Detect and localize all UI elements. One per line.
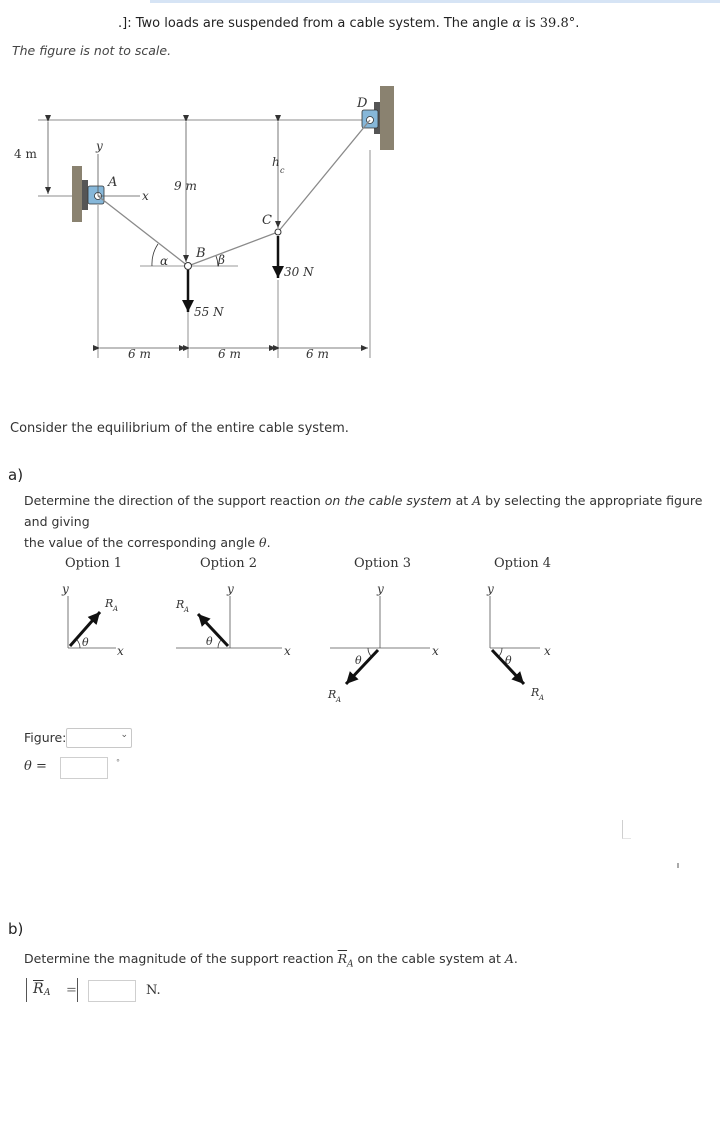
option-3-x: x — [432, 644, 439, 658]
option-1-r: R — [105, 597, 114, 610]
option-4-theta-arc — [499, 648, 502, 656]
label-axis-x: x — [142, 189, 149, 203]
header-prefix: .]: Two loads are suspended from a cable system. The angle — [118, 16, 513, 31]
option-4-label: Option 4 — [494, 556, 551, 571]
theta-input-value — [61, 763, 64, 776]
magnitude-r: $\overline{R}$ — [33, 981, 44, 997]
cable — [98, 120, 370, 266]
option-1-y: y — [62, 582, 69, 596]
magnitude-unit: N. — [146, 983, 161, 998]
option-3-r: R — [328, 688, 337, 701]
part-a-label: a) — [8, 466, 24, 484]
option-2-arrow — [198, 614, 228, 646]
label-axis-y: y — [96, 139, 103, 153]
label-4m: 4 m — [14, 147, 37, 161]
stray-mark — [622, 820, 631, 839]
header-angle-value: 39.8 — [539, 16, 569, 31]
label-hc: h — [272, 155, 280, 169]
option-3-arrow — [346, 650, 378, 684]
label-load-b: 55 N — [194, 305, 224, 319]
option-2-label: Option 2 — [200, 556, 257, 571]
part-b-q-r-sub: A — [347, 959, 354, 970]
label-span-2: 6 m — [218, 347, 241, 361]
option-2-x: x — [284, 644, 291, 658]
magnitude-input[interactable] — [88, 980, 136, 1002]
degree-unit: ° — [116, 758, 120, 767]
option-1-x: x — [117, 644, 124, 658]
label-hc-sub: c — [280, 166, 285, 175]
label-span-1: 6 m — [128, 347, 151, 361]
part-b-q-point: A — [504, 951, 514, 966]
header-middle: is — [521, 16, 540, 31]
label-alpha: α — [160, 254, 169, 268]
part-b-label: b) — [8, 920, 24, 938]
cable-system-figure — [0, 80, 400, 380]
label-span-3: 6 m — [306, 347, 329, 361]
option-1-label: Option 1 — [65, 556, 122, 571]
part-b-q-end: . — [513, 951, 518, 966]
option-3-y: y — [377, 582, 384, 596]
option-4-r: R — [531, 686, 540, 699]
label-point-c: C — [262, 213, 272, 228]
option-3-theta: θ — [355, 654, 362, 667]
chevron-down-icon: ⌄ — [120, 730, 128, 740]
option-3-r-sub: A — [336, 696, 342, 704]
ring-c — [275, 229, 281, 235]
header-degree: °. — [568, 16, 580, 31]
option-4-theta: θ — [505, 654, 512, 667]
header-alpha: α — [512, 16, 522, 31]
magnitude-equals: = — [66, 983, 77, 998]
label-point-d: D — [357, 96, 368, 111]
right-wall — [380, 86, 394, 150]
part-b-q-before: Determine the magnitude of the support reaction — [24, 951, 338, 966]
option-2-theta-arc — [218, 640, 221, 648]
option-2-y: y — [227, 582, 234, 596]
option-1-theta-arc — [77, 640, 80, 648]
left-wall — [72, 166, 82, 222]
alpha-arc — [152, 244, 158, 266]
label-point-a: A — [108, 175, 118, 190]
option-4-r-sub: A — [539, 694, 545, 702]
label-point-b: B — [196, 246, 206, 261]
label-9m: 9 m — [174, 179, 197, 193]
top-accent-line — [150, 0, 720, 3]
part-a-q-emph: on the cable system — [324, 493, 452, 508]
part-b-q-r: $\overline{R}$ — [337, 951, 348, 966]
magnitude-r-sub: A — [44, 988, 51, 998]
part-a-q-theta: θ — [259, 535, 267, 550]
left-bracket-back — [82, 180, 88, 210]
option-4-y: y — [487, 582, 494, 596]
label-beta: β — [218, 253, 225, 267]
label-load-c: 30 N — [284, 265, 314, 279]
part-a-q-mid: at — [451, 493, 473, 508]
part-b-question — [24, 948, 714, 976]
part-a-q-line2: the value of the corresponding angle — [24, 535, 260, 550]
stray-dot — [677, 863, 679, 868]
part-a-q-after: by selecting the appropriate figure and giving — [24, 493, 703, 529]
options-figure — [0, 550, 720, 710]
option-4-x: x — [544, 644, 551, 658]
option-2-theta: θ — [206, 635, 213, 648]
part-a-question — [24, 490, 714, 553]
figure-select-label: Figure: — [24, 730, 67, 745]
part-a-q-point: A — [472, 493, 482, 508]
option-1-r-sub: A — [113, 605, 119, 613]
figure-select[interactable] — [66, 728, 132, 748]
ring-b — [185, 263, 192, 270]
problem-header — [118, 16, 579, 31]
option-1-theta: θ — [82, 636, 89, 649]
figure-note: The figure is not to scale. — [12, 43, 172, 58]
theta-input[interactable] — [60, 757, 108, 779]
part-a-q-before: Determine the direction of the support reaction — [24, 493, 325, 508]
theta-label: θ = — [24, 759, 47, 774]
consider-text: Consider the equilibrium of the entire cable system. — [10, 421, 349, 436]
part-a-q-line2-end: . — [266, 535, 271, 550]
option-2-r: R — [176, 598, 185, 611]
magnitude-input-value — [89, 986, 92, 999]
part-b-q-after: on the cable system at — [353, 951, 505, 966]
option-2-r-sub: A — [184, 606, 190, 614]
option-3-label: Option 3 — [354, 556, 411, 571]
option-3-theta-arc — [368, 648, 371, 656]
